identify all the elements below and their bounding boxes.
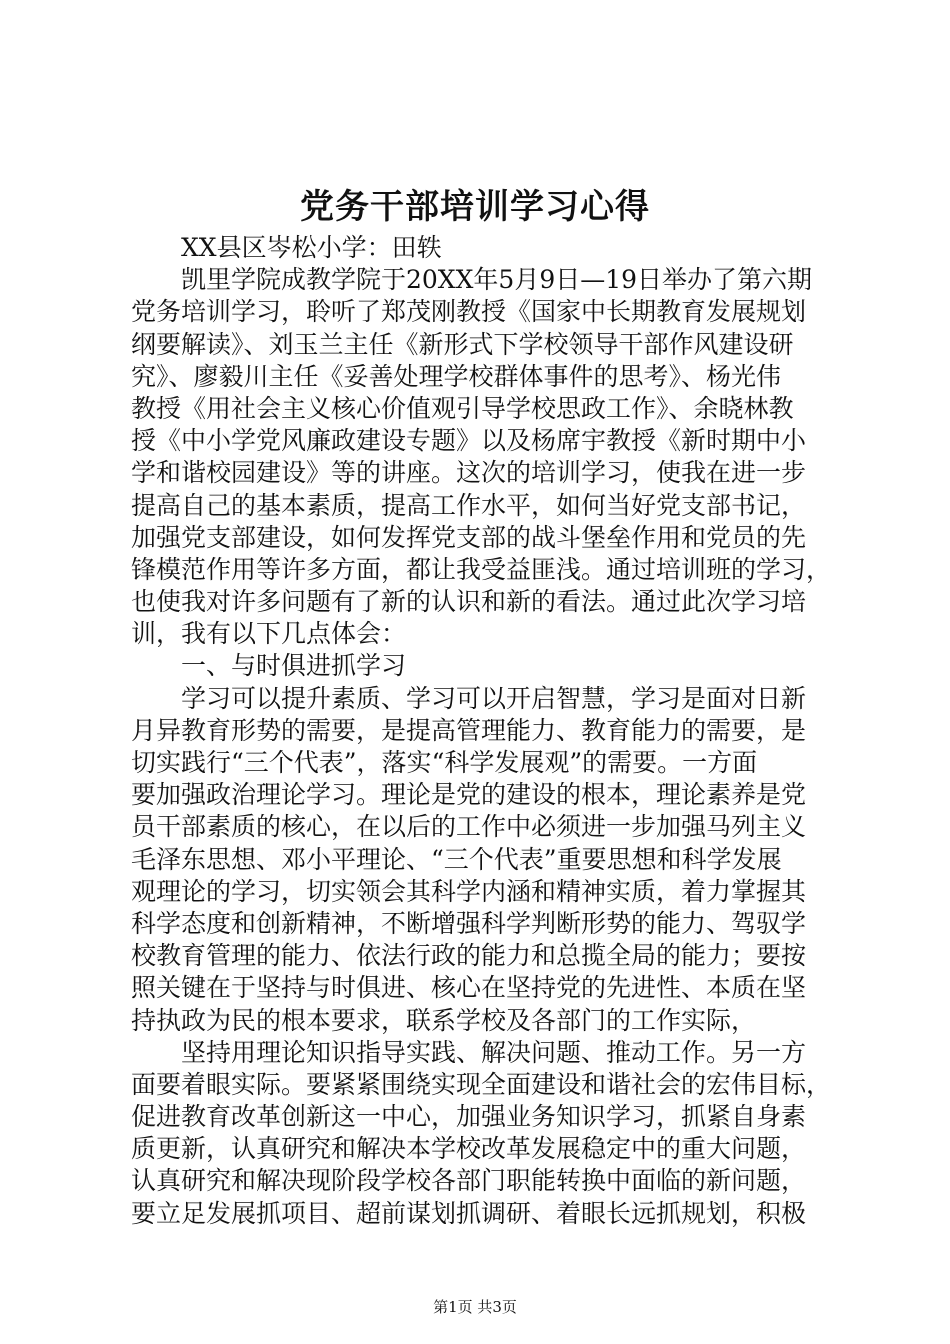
body-line: XX县区岑松小学：田轶 — [181, 233, 442, 262]
body-line: 持执政为民的根本要求，联系学校及各部门的工作实际， — [131, 1005, 757, 1035]
body-line: 纲要解读》、刘玉兰主任《新形式下学校领导干部作风建设研 — [131, 329, 794, 359]
body-line: 月异教育形势的需要，是提高管理能力、教育能力的需要，是 — [131, 715, 807, 745]
body-line: 要立足发展抓项目、超前谋划抓调研、着眼长远抓规划，积极 — [131, 1198, 807, 1228]
body-line: 加强党支部建设，如何发挥党支部的战斗堡垒作用和党员的先 — [131, 522, 807, 552]
body-line: 学和谐校园建设》等的讲座。这次的培训学习，使我在进一步 — [131, 458, 807, 488]
body-line: 要加强政治理论学习。理论是党的建设的根本，理论素养是党 — [131, 780, 807, 810]
body-line: 党务培训学习，聆听了郑茂刚教授《国家中长期教育发展规划 — [131, 297, 807, 327]
body-line: 科学态度和创新精神，不断增强科学判断形势的能力、驾驭学 — [131, 908, 807, 938]
body-line: 切实践行“三个代表”，落实“科学发展观”的需要。一方面 — [131, 748, 758, 777]
document-title: 党务干部培训学习心得 — [300, 187, 650, 227]
body-line: 授《中小学党风廉政建设专题》以及杨席宇教授《新时期中小 — [131, 426, 807, 456]
body-line: 坚持用理论知识指导实践、解决问题、推动工作。另一方 — [181, 1037, 807, 1067]
body-line: 员干部素质的核心，在以后的工作中必须进一步加强马列主义 — [131, 812, 807, 842]
body-line: 观理论的学习，切实领会其科学内涵和精神实质，着力掌握其 — [131, 876, 807, 906]
body-line: 也使我对许多问题有了新的认识和新的看法。通过此次学习培 — [131, 587, 807, 617]
page-footer: 第1页 共3页 — [433, 1298, 517, 1316]
body-line: 究》、廖毅川主任《妥善处理学校群体事件的思考》、杨光伟 — [131, 361, 782, 391]
body-line: 一、与时俱进抓学习 — [181, 651, 407, 681]
body-line: 提高自己的基本素质，提高工作水平，如何当好党支部书记， — [131, 490, 807, 520]
body-line: 锋模范作用等许多方面，都让我受益匪浅。通过培训班的学习， — [131, 554, 832, 584]
body-line: 学习可以提升素质、学习可以开启智慧，学习是面对日新 — [181, 683, 807, 713]
document-body — [131, 232, 835, 1230]
body-line: 训，我有以下几点体会： — [131, 619, 407, 649]
body-line: 面要着眼实际。要紧紧围绕实现全面建设和谐社会的宏伟目标， — [131, 1069, 832, 1099]
body-line: 照关键在于坚持与时俱进、核心在坚持党的先进性、本质在坚 — [131, 973, 807, 1003]
body-line: 凯里学院成教学院于20XX年5月9日—19日举办了第六期 — [181, 265, 813, 295]
body-line: 校教育管理的能力、依法行政的能力和总揽全局的能力；要按 — [131, 941, 807, 971]
body-line: 毛泽东思想、邓小平理论、“三个代表”重要思想和科学发展 — [131, 844, 782, 874]
body-line: 认真研究和解决现阶段学校各部门职能转换中面临的新问题， — [131, 1166, 807, 1196]
body-line: 教授《用社会主义核心价值观引导学校思政工作》、余晓林教 — [131, 393, 794, 423]
body-line: 质更新，认真研究和解决本学校改革发展稳定中的重大问题， — [131, 1134, 807, 1164]
body-line: 促进教育改革创新这一中心，加强业务知识学习，抓紧自身素 — [131, 1102, 807, 1132]
